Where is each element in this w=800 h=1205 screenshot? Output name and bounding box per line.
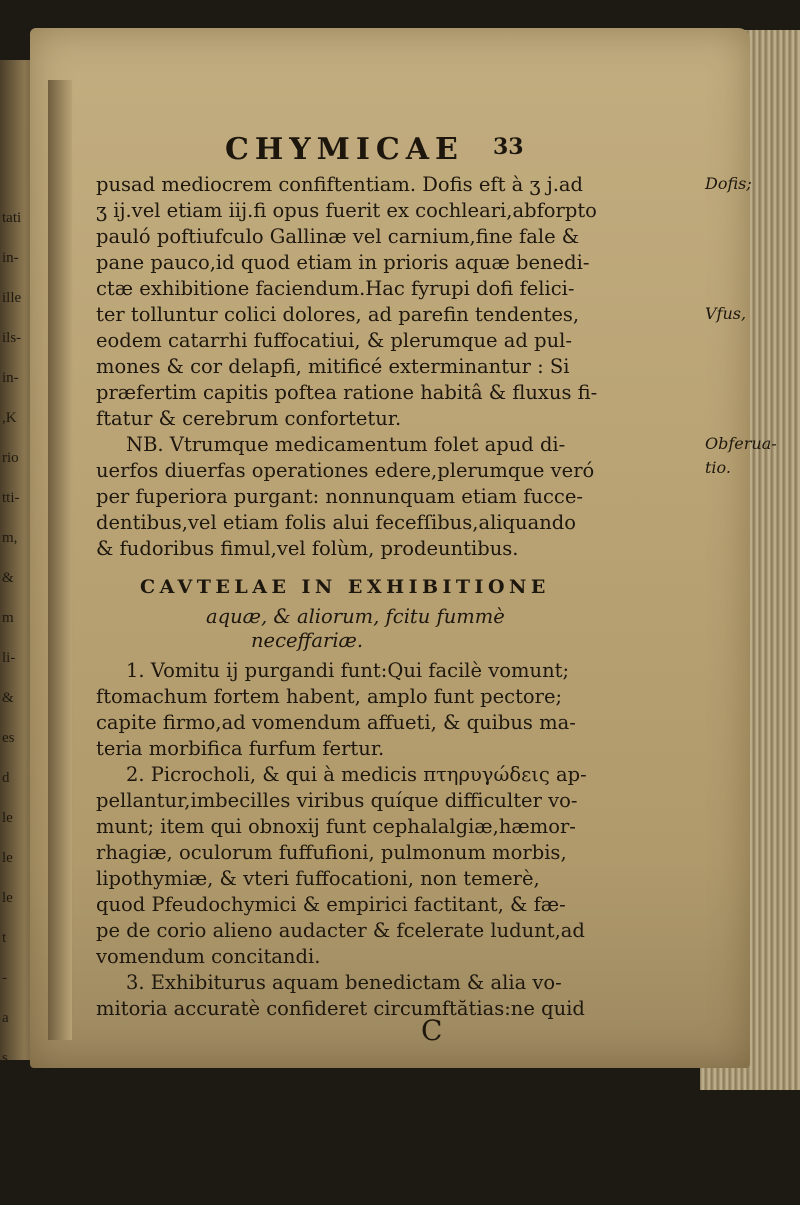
previous-page-fragment: tati [2, 210, 22, 226]
text-line: ftomachum fortem habent, amplo funt pectore; [96, 685, 563, 708]
text-line: neceffariæ. [251, 629, 364, 652]
text-line: dentibus,vel etiam folis alui fecefſibus,aliquando [96, 511, 576, 534]
previous-page-fragment: & [2, 690, 14, 706]
text-line: & fudoribus fimul,vel folùm, prodeuntibus. [96, 537, 519, 560]
binding-gutter [48, 80, 72, 1040]
previous-page-fragment: m, [2, 530, 18, 546]
text-line: mones & cor delapfi, mitificé exterminantur : Si [96, 355, 570, 378]
previous-page-fragment: s [2, 1050, 8, 1066]
previous-page-fragment: tti- [2, 490, 20, 506]
text-line: pusad mediocrem confiftentiam. Dofis eft à ʒ j.ad [96, 173, 584, 196]
text-line: munt; item qui obnoxij funt cephalalgiæ,hæmor- [96, 815, 576, 838]
running-head [225, 132, 525, 172]
text-line: 3. Exhibiturus aquam benedictam & alia vo- [126, 971, 562, 994]
previous-page-fragment: le [2, 890, 13, 906]
text-line: pe de corio alieno audacter & fcelerate ludunt,ad [96, 919, 585, 942]
text-line: aquæ, & aliorum, fcitu fummè [206, 605, 505, 628]
margin-note-usus: Vfus, [705, 304, 747, 323]
text-line: lipothymiæ, & vteri fuffocationi, non temerè, [96, 867, 540, 890]
text-line: pane pauco,id quod etiam in prioris aquæ benedi- [96, 251, 590, 274]
margin-note-tio: tio. [705, 458, 731, 477]
previous-page-fragment: ils- [2, 330, 22, 346]
margin-note-observatio: Obferua- [705, 434, 777, 453]
previous-page-fragment: & [2, 570, 14, 586]
previous-page-fragment: in- [2, 370, 19, 386]
text-line: mitoria accuratè confideret circumftătias:ne quid [96, 997, 585, 1020]
text-line: quod Pfeudochymici & empirici factitant, & fæ- [96, 893, 566, 916]
previous-page-fragment: t [2, 930, 7, 946]
body-text [96, 172, 696, 1046]
text-line: uerfos diuerfas operationes edere,plerumque veró [96, 459, 595, 482]
text-line: præfertim capitis poftea ratione habitâ & fluxus fi- [96, 381, 598, 404]
margin-note-dosis: Dofis; [705, 174, 752, 193]
previous-page-fragment: ille [2, 290, 22, 306]
running-head-title: CHYMICAE [225, 132, 464, 167]
previous-page-fragment: le [2, 850, 13, 866]
previous-page-fragment: m [2, 610, 14, 626]
previous-page-fragment: a [2, 1010, 9, 1026]
text-line: 2. Picrocholi, & qui à medicis πτηρυγώδεις ap- [126, 763, 587, 786]
text-line: ctæ exhibitione faciendum.Hac fyrupi dofi felici- [96, 277, 575, 300]
previous-page-fragment: rio [2, 450, 19, 466]
previous-page-fragment: - [2, 970, 7, 986]
previous-page-fragment: ,K [2, 410, 17, 426]
text-line: ter tolluntur colici dolores, ad parefin tendentes, [96, 303, 580, 326]
text-line: eodem catarrhi fuffocatiui, & plerumque ad pul- [96, 329, 572, 352]
text-line: CAVTELAE IN EXHIBITIONE [140, 576, 550, 598]
previous-page-fragment: d [2, 770, 10, 786]
text-line: teria morbifica furfum fertur. [96, 737, 385, 760]
text-line: per fuperiora purgant: nonnunquam etiam fucce- [96, 485, 583, 508]
text-line: vomendum concitandi. [96, 945, 321, 968]
text-line: pauló poftiufculo Gallinæ vel carnium,fine fale & [96, 225, 580, 248]
text-line: ftatur & cerebrum confortetur. [96, 407, 402, 430]
text-line: capite firmo,ad vomendum affueti, & quibus ma- [96, 711, 576, 734]
text-line: C [421, 1014, 443, 1047]
previous-page-fragment: le [2, 810, 13, 826]
text-line: ʒ ij.vel etiam iij.fi opus fuerit ex cochleari,abforpto [96, 199, 597, 222]
text-line: pellantur,imbecilles viribus quíque difficulter vo- [96, 789, 578, 812]
page-number: 33 [493, 134, 524, 160]
previous-page-fragment: in- [2, 250, 19, 266]
text-line: NB. Vtrumque medicamentum folet apud di- [126, 433, 566, 456]
previous-page-fragment: li- [2, 650, 16, 666]
previous-page-fragment: es [2, 730, 15, 746]
text-line: 1. Vomitu ij purgandi funt:Qui facilè vomunt; [126, 659, 570, 682]
text-line: rhagiæ, oculorum fuffufioni, pulmonum morbis, [96, 841, 567, 864]
